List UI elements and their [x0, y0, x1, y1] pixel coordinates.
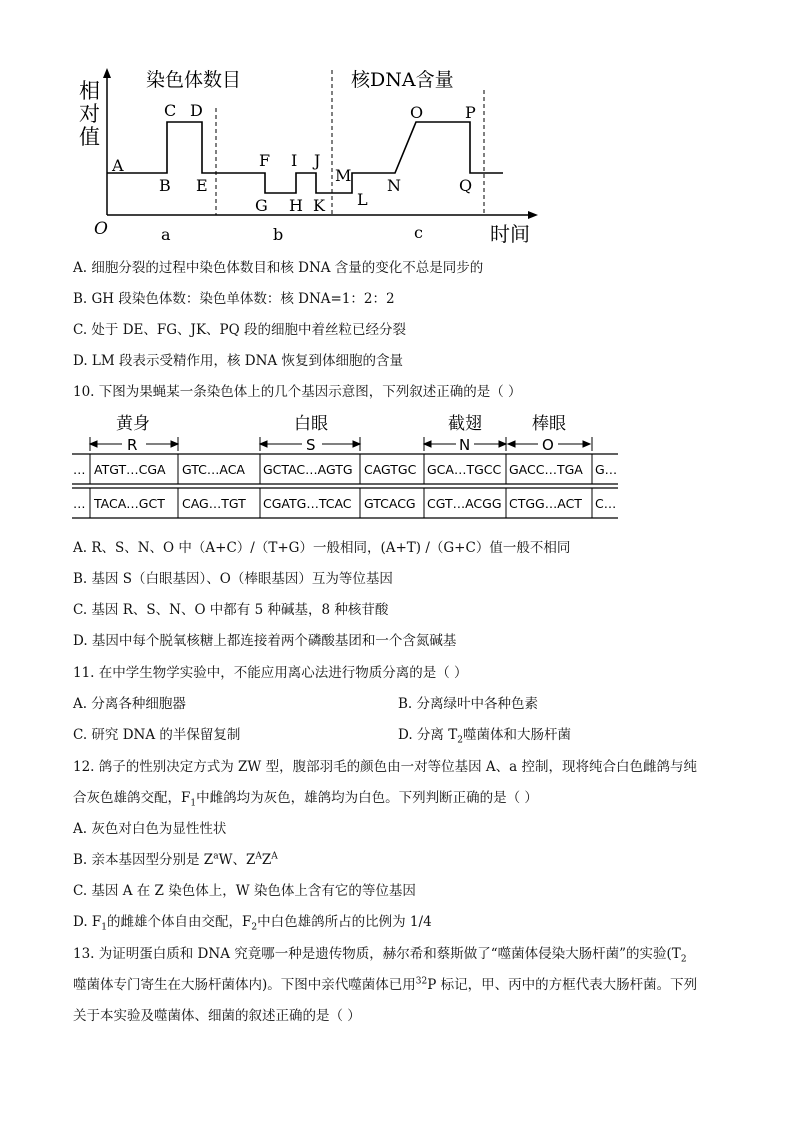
point-label-l: L — [357, 190, 368, 209]
q10-option-d: D. 基因中每个脱氧核糖上都连接着两个磷酸基团和一个含氮碱基 — [73, 633, 457, 649]
x-axis-arrow — [528, 211, 538, 219]
top-strand-seg-7: G… — [595, 462, 618, 477]
q11-option-b: B. 分离绿叶中各种色素 — [398, 696, 539, 712]
gene-letter-o: O — [542, 436, 554, 454]
point-label-d: D — [190, 101, 203, 120]
bottom-strand-seg-5: CGT…ACGG — [427, 496, 502, 511]
bottom-strand-seg-0: … — [73, 496, 86, 511]
top-strand-seg-0: … — [73, 462, 86, 477]
q11-stem: 11. 在中学生物学实验中，不能应用离心法进行物质分离的是（ ） — [73, 665, 468, 681]
region-label-a: a — [161, 225, 171, 244]
q9-option-b: B. GH 段染色体数：染色单体数：核 DNA=1：2：2 — [73, 291, 395, 307]
top-strand-seg-4: CAGTGC — [364, 462, 417, 477]
region-label-b: b — [273, 225, 284, 244]
q12-option-c: C. 基因 A 在 Z 染色体上，W 染色体上含有它的等位基因 — [73, 883, 416, 899]
bottom-strand-seg-3: CGATG…TCAC — [263, 496, 352, 511]
q9-option-d: D. LM 段表示受精作用，核 DNA 恢复到体细胞的含量 — [73, 353, 403, 369]
q13-stem-line-2: 噬菌体专门寄生在大肠杆菌体内)。下图中亲代噬菌体已用$^{32}$P 标记，甲、丙中的方框代表大肠杆菌。下列 — [73, 976, 698, 993]
q10-option-a: A. R、S、N、O 中（A+C）/（T+G）一般相同，(A+T) /（G+C）值一般不相同 — [73, 540, 571, 556]
top-strand-seg-2: GTC…ACA — [182, 462, 245, 477]
gene-letter-r: R — [127, 436, 138, 454]
bottom-strand-seg-1: TACA…GCT — [94, 496, 165, 511]
q10-option-b: B. 基因 S（白眼基因）、O（棒眼基因）互为等位基因 — [73, 571, 393, 587]
y-label-char-2: 对 — [79, 102, 100, 126]
y-label-char-1: 相 — [79, 79, 100, 103]
bottom-strand-seg-7: C… — [595, 496, 617, 511]
gene-name-bar-eye: 棒眼 — [532, 414, 566, 434]
bottom-strand-seg-4: GTCACG — [364, 496, 416, 511]
q9-option-c: C. 处于 DE、FG、JK、PQ 段的细胞中着丝粒已经分裂 — [73, 322, 406, 338]
gene-name-white-eye: 白眼 — [294, 414, 328, 434]
section-title-chromosome: 染色体数目 — [146, 69, 242, 91]
top-strand-seg-1: ATGT…CGA — [94, 462, 166, 477]
top-strand-seg-6: GACC…TGA — [509, 462, 583, 477]
point-label-k: K — [313, 196, 325, 215]
top-strand-seg-5: GCA…TGCC — [427, 462, 502, 477]
q12-option-d: D. $F_1$的雌雄个体自由交配，$F_2$中白色雄鸽所占的比例为 1/4 — [73, 914, 432, 933]
point-label-e: E — [196, 176, 208, 195]
gene-name-cut-wing: 截翅 — [448, 414, 482, 434]
q9-option-a: A. 细胞分裂的过程中染色体数目和核 DNA 含量的变化不总是同步的 — [73, 260, 484, 276]
point-label-b: B — [159, 176, 171, 195]
point-label-f: F — [259, 151, 271, 170]
gene-name-yellow-body: 黄身 — [116, 414, 150, 434]
point-label-m: M — [335, 166, 352, 185]
q11-option-a: A. 分离各种细胞器 — [73, 696, 186, 712]
point-label-g: G — [255, 196, 268, 215]
q13-stem-line-3: 关于本实验及噬菌体、细菌的叙述正确的是（ ） — [73, 1008, 361, 1024]
gene-letter-n: N — [459, 436, 471, 454]
y-label-char-3: 值 — [79, 125, 100, 149]
point-label-i: I — [291, 151, 298, 170]
region-label-c: c — [414, 223, 423, 242]
section-title-dna: 核DNA含量 — [351, 69, 454, 91]
point-label-a: A — [112, 156, 124, 175]
bottom-strand-seg-6: CTGG…ACT — [509, 496, 582, 511]
gene-letter-s: S — [306, 436, 316, 454]
point-label-h: H — [289, 196, 303, 215]
q13-stem-line-1: 13. 为证明蛋白质和 DNA 究竟哪一种是遗传物质，赫尔希和蔡斯做了“噬菌体侵染大肠杆菌”的实验($T_2$ — [73, 946, 687, 965]
point-label-n: N — [387, 176, 401, 195]
y-axis-arrow — [103, 68, 111, 78]
chromosome-curve — [107, 122, 332, 193]
q12-option-b: B. 亲本基因型分别是 $Z^aW$、$Z^AZ^A$ — [73, 851, 278, 868]
point-label-c: C — [164, 101, 177, 120]
q11-option-c: C. 研究 DNA 的半保留复制 — [73, 727, 241, 743]
point-label-p: P — [465, 103, 476, 122]
point-label-q: Q — [459, 176, 473, 195]
point-label-j: J — [314, 151, 321, 170]
q10-stem: 10. 下图为果蝇某一条染色体上的几个基因示意图，下列叙述正确的是（ ） — [73, 384, 522, 400]
point-label-o: O — [410, 103, 424, 122]
q12-stem-line-2: 合灰色雄鸽交配，$F_1$中雌鸽均为灰色，雄鸽均为白色。下列判断正确的是（ ） — [73, 790, 538, 809]
bottom-strand-seg-2: CAG…TGT — [182, 496, 246, 511]
origin-label: O — [94, 219, 108, 239]
chromosome-dna-graph — [70, 60, 550, 250]
q10-option-c: C. 基因 R、S、N、O 中都有 5 种碱基，8 种核苷酸 — [73, 602, 389, 618]
gene-map-figure — [70, 406, 630, 526]
q12-stem-line-1: 12. 鸽子的性别决定方式为 ZW 型，腹部羽毛的颜色由一对等位基因 A、a 控制，现将纯合白色雌鸽与纯 — [73, 759, 697, 775]
x-axis-label: 时间 — [490, 222, 530, 246]
top-strand-seg-3: GCTAC…AGTG — [263, 462, 353, 477]
dna-curve — [332, 122, 503, 193]
q12-option-a: A. 灰色对白色为显性性状 — [73, 821, 227, 837]
q11-option-d: D. 分离 $T_2$噬菌体和大肠杆菌 — [398, 727, 571, 746]
